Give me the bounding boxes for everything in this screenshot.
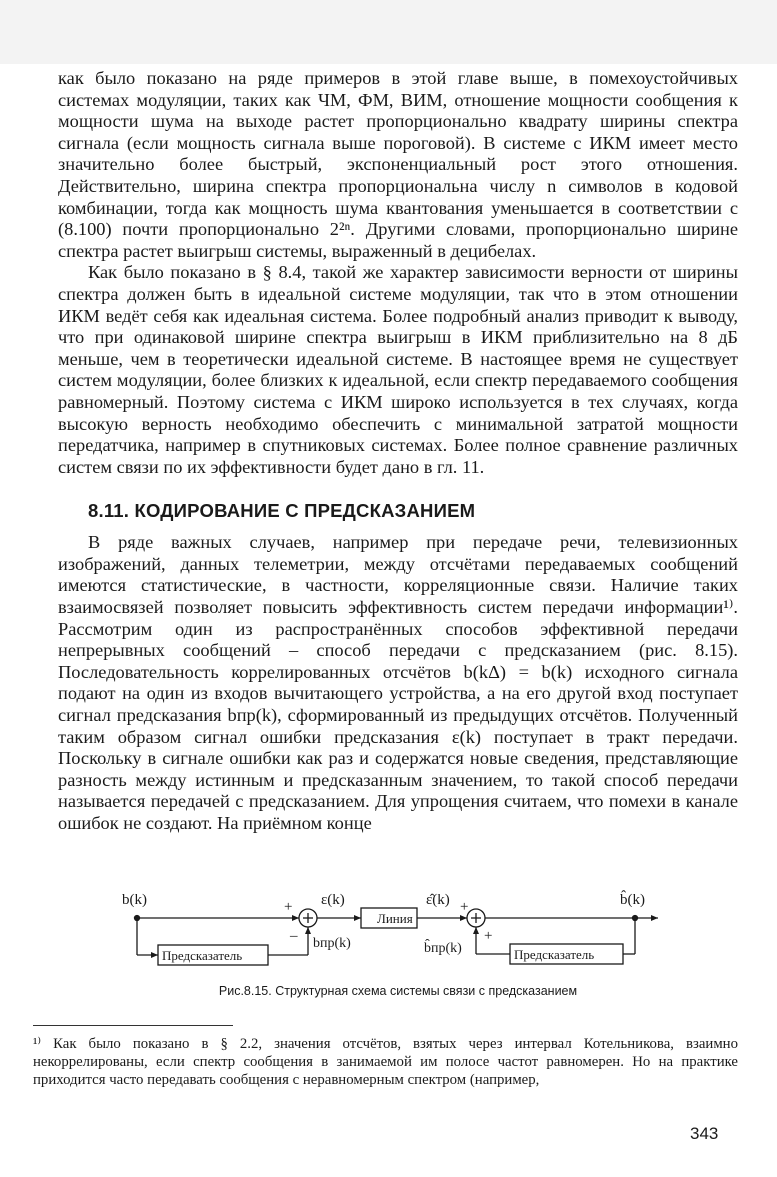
page-number: 343 xyxy=(690,1124,719,1143)
paragraph-2: Как было показано в § 8.4, такой же характер зависимости верности от ширины спектра должен быть в идеальной системе модуляции, так что в этом отношении ИКМ ведёт себя как идеальная система. Более подробный анализ приводит к выводу, что при одинаковой ширине спектра выигрыш в ИКМ приблизительно на 8 дБ меньше, чем в теоретически идеальной системе. В настоящее время не существует систем модуляции, более близких к идеальной, если спектр передаваемого сообщения равномерный. Поэтому система с ИКМ широко используется в тех случаях, когда высокую верность необходимо обеспечить с минимальной затратой мощности передатчика, например в спутниковых системах. Более полное сравнение различных систем связи по их эффективности будет дано в гл. 11. xyxy=(58,262,738,477)
page-body xyxy=(58,68,738,835)
label-input: b(k) xyxy=(122,892,147,908)
sign-plus-2: + xyxy=(460,899,469,915)
footnote-rule xyxy=(33,1025,233,1026)
figure-caption: Рис.8.15. Структурная схема системы связи с предсказанием xyxy=(218,984,578,998)
label-prediction-tx: bпр(k) xyxy=(313,936,351,951)
footnote: ¹⁾ Как было показано в § 2.2, значения отсчётов, взятых через интервал Котельникова, взаимно некоррелированы, если спектр сообщения в занимаемой им полосе частот равномерен. Но на практике приходится часто передавать сообщения с неравномерным спектром (например, xyxy=(33,1036,738,1088)
sign-plus-3: + xyxy=(484,928,493,944)
sign-minus: – xyxy=(290,928,298,944)
section-heading: 8.11. КОДИРОВАНИЕ С ПРЕДСКАЗАНИЕМ xyxy=(88,500,476,522)
label-output: b̂(k) xyxy=(620,892,645,908)
label-received-error: ε̂(k) xyxy=(426,892,450,908)
predictor-tx-label: Предсказатель xyxy=(162,948,243,963)
line-block-label: Линия xyxy=(377,911,413,926)
paragraph-3: В ряде важных случаев, например при передаче речи, телевизионных изображений, данных телеметрии, между отсчётами передаваемых сообщений имеются статистические, в частности, корреляционные связи. Наличие таких взаимосвязей позволяет повысить эффективность систем передачи информации¹⁾. Рассмотрим один из распространённых способов эффективной передачи непрерывных сообщений – способ передачи с предсказанием (рис. 8.15). Последовательность коррелированных отсчётов b(kΔ) = b(k) исходного сигнала подают на один из входов вычитающего устройства, а на его другой вход поступает сигнал предсказания bпр(k), сформированный из предыдущих отсчётов. Полученный таким образом сигнал ошибки предсказания ε(k) поступает в тракт передачи. Поскольку в сигнале ошибки как раз и содержатся новые сведения, представляющие разность между истинным и предсказанным значением, то такой способ передачи называется передачей с предсказанием. Для упрощения считаем, что помехи в канале ошибок не создают. На приёмном конце xyxy=(58,532,738,833)
label-error: ε(k) xyxy=(321,892,345,908)
sign-plus-1: + xyxy=(284,899,293,915)
predictor-rx-label: Предсказатель xyxy=(514,947,595,962)
label-prediction-rx: b̂пр(k) xyxy=(424,941,462,956)
block-diagram xyxy=(58,880,738,970)
scan-top-band xyxy=(0,0,777,64)
paragraph-1: как было показано на ряде примеров в этой главе выше, в помехоустойчивых системах модуляции, таких как ЧМ, ФМ, ВИМ, отношение мощности сообщения к мощности шума на выходе растет пропорционально квадрату ширины спектра сигнала (если мощность сигнала выше пороговой). В системе с ИКМ имеет место значительно более быстрый, экспоненциальный рост этого отношения. Действительно, ширина спектра пропорциональна числу n символов в кодовой комбинации, тогда как мощность шума квантования уменьшается в соответствии с (8.100) почти пропорционально 2²ⁿ. Другими словами, пропорционально ширине спектра растет выигрыш системы, выраженный в децибелах. xyxy=(58,68,738,261)
